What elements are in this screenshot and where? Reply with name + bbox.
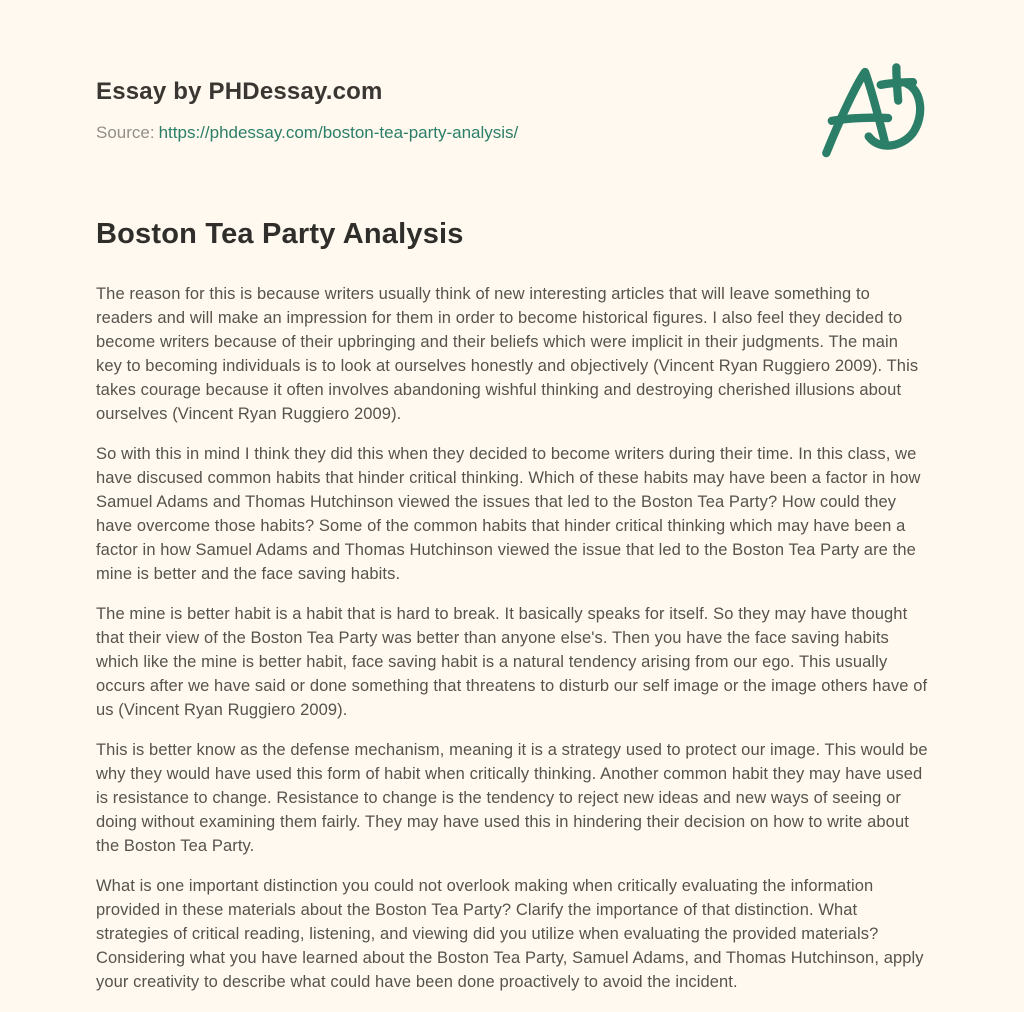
essay-paragraph: The mine is better habit is a habit that is hard to break. It basically speaks for itself. So they may have thought that their view of the Boston Tea Party was better than anyone else's. Then you have the face saving habits which like the mine is better habit, face saving habit is a natural tendency arising from our ego. This usually occurs after we have said or done something that threatens to disturb our self image or the image others have of us (Vincent Ryan Ruggiero 2009).: [96, 605, 928, 719]
source-url-link[interactable]: https://phdessay.com/boston-tea-party-analysis/: [158, 123, 519, 142]
source-label: Source:: [96, 123, 155, 142]
essay-paragraph: So with this in mind I think they did this when they decided to become writers during their time. In this class, we have discused common habits that hinder critical thinking. Which of these habits may have been a factor in how Samuel Adams and Thomas Hutchinson viewed the issues that led to the Boston Tea Party? How could they have overcome those habits? Some of the common habits that hinder critical thinking which may have been a factor in how Samuel Adams and Thomas Hutchinson viewed the issue that led to the Boston Tea Party are the mine is better and the face saving habits.: [96, 445, 921, 583]
essay-paragraph: The reason for this is because writers usually think of new interesting articles that will leave something to readers and will make an impression for them in order to become historical figures. I also feel they decided to become writers because of their upbringing and their beliefs which were implicit in their judgments. The main key to becoming individuals is to look at ourselves honestly and objectively (Vincent Ryan Ruggiero 2009). This takes courage because it often involves abandoning wishful thinking and destroying cherished illusions about ourselves (Vincent Ryan Ruggiero 2009).: [96, 285, 919, 423]
site-brand-heading: Essay by PHDessay.com: [96, 78, 383, 105]
essay-paragraph: What is one important distinction you could not overlook making when critically evaluating the information provided in these materials about the Boston Tea Party? Clarify the importance of that distinction. What strategies of critical reading, listening, and viewing did you utilize when evaluating the provided materials? Considering what you have learned about the Boston Tea Party, Samuel Adams, and Thomas Hutchinson, apply your creativity to describe what could have been done proactively to avoid the incident.: [96, 877, 924, 991]
source-row: [96, 122, 928, 144]
phdessay-a-plus-logo-icon: [816, 60, 938, 166]
essay-body: [96, 282, 928, 994]
essay-title: Boston Tea Party Analysis: [96, 218, 464, 250]
essay-paragraph: This is better know as the defense mechanism, meaning it is a strategy used to protect our image. This would be why they would have used this form of habit when critically thinking. Another common habit they may have used is resistance to change. Resistance to change is the tendency to reject new ideas and new ways of seeing or doing without examining them fairly. They may have used this in hindering their decision on how to write about the Boston Tea Party.: [96, 741, 928, 855]
